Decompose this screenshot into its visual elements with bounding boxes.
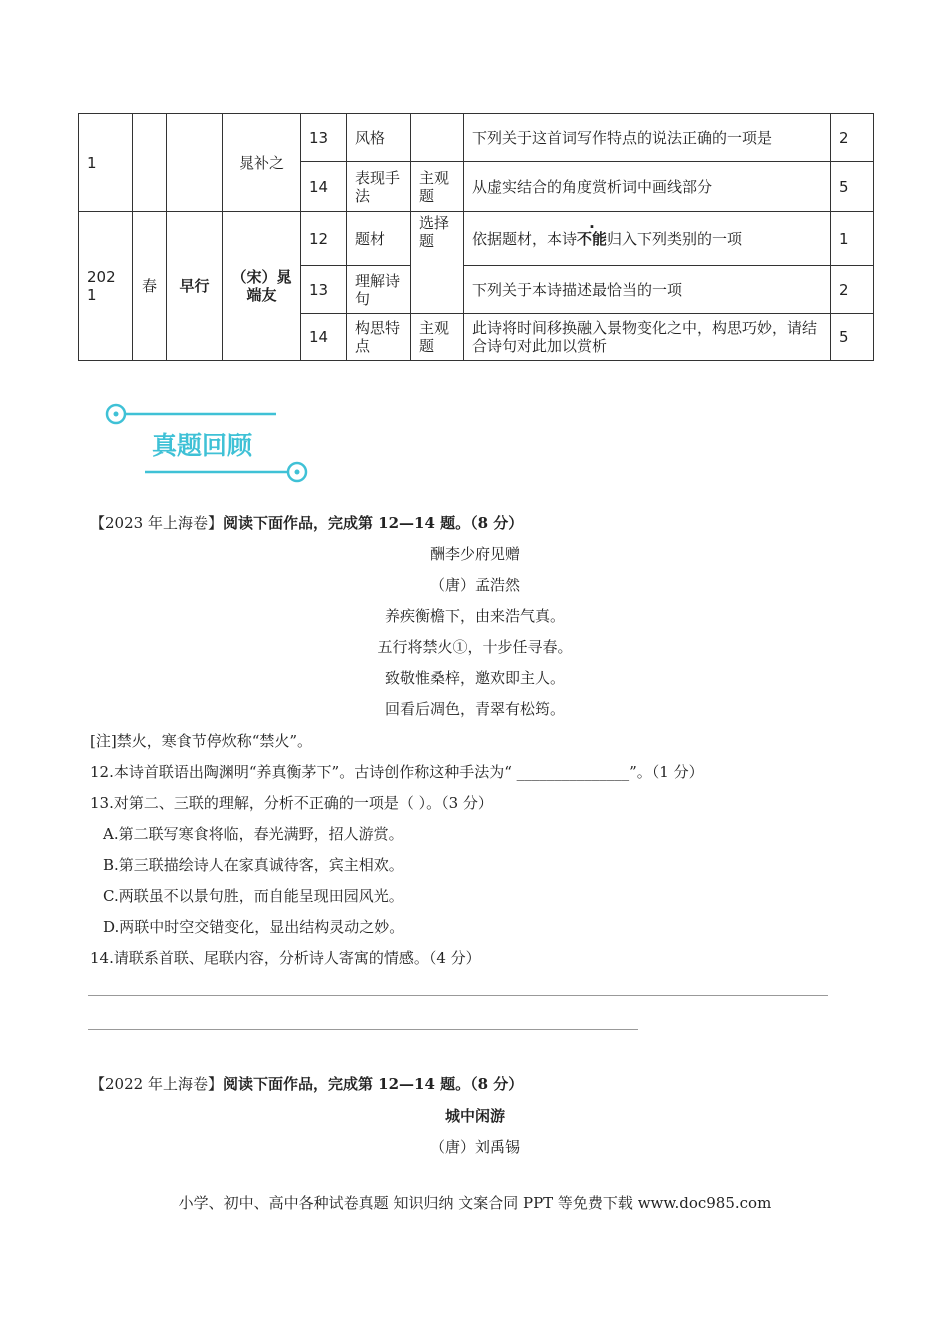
question-14: 14.请联系首联、尾联内容，分析诗人寄寓的情感。（4 分）	[90, 949, 481, 967]
season-cell: 春	[133, 212, 167, 361]
header-instruction: 阅读下面作品，完成第 12—14 题。（8 分）	[222, 514, 524, 532]
option-b: B.第三联描绘诗人在家真诚待客，宾主相欢。	[103, 856, 404, 874]
poem-line: 致敬惟桑梓，邀欢即主人。	[384, 669, 565, 687]
title-cell: 早行	[167, 212, 223, 361]
score-cell: 2	[831, 114, 874, 162]
aspect-cell: 题材	[347, 212, 411, 266]
type-cell: 主观题	[411, 314, 464, 361]
year-cell: 2021	[79, 212, 133, 361]
year-cell: 1	[79, 114, 133, 212]
answer-line	[88, 1029, 638, 1030]
aspect-cell: 理解诗句	[347, 266, 411, 314]
title-cell	[167, 114, 223, 212]
poem-author: （唐）刘禹锡	[429, 1138, 520, 1156]
header-instruction: 阅读下面作品，完成第 12—14 题。（8 分）	[222, 1075, 524, 1093]
emphasis-text: 不能	[577, 229, 608, 248]
header-source: 【2022 年上海卷】	[90, 1075, 223, 1093]
question-number: 14	[301, 314, 347, 361]
page-footer: 小学、初中、高中各种试卷真题 知识归纳 文案合同 PPT 等免费下载 www.doc985.com	[178, 1194, 772, 1212]
table-row	[79, 114, 874, 162]
section-logo	[100, 398, 320, 488]
author-cell: （宋）晁端友	[223, 212, 301, 361]
question-number: 14	[301, 162, 347, 212]
description-text: 依据题材，本诗	[472, 229, 578, 248]
poem-line: 五行将禁火①，十步任寻春。	[377, 638, 573, 656]
poem-note: [注]禁火，寒食节停炊称“禁火”。	[90, 732, 313, 750]
poem-title: 酬李少府见赠	[429, 545, 520, 563]
answer-line	[88, 995, 828, 996]
question-number: 13	[301, 266, 347, 314]
header-source: 【2023 年上海卷】	[90, 514, 223, 532]
score-cell: 5	[831, 314, 874, 361]
question-number: 13	[301, 114, 347, 162]
type-cell: 选择题	[411, 212, 464, 314]
description-text: 归入下列类别的一项	[607, 229, 743, 248]
description-cell: 此诗将时间移换融入景物变化之中，构思巧妙，请结合诗句对此加以赏析	[464, 314, 831, 361]
table-row	[79, 212, 874, 266]
author-cell: 晁补之	[223, 114, 301, 212]
option-a: A.第二联写寒食将临，春光满野，招人游赏。	[103, 825, 404, 843]
section-title: 真题回顾	[152, 431, 253, 460]
description-cell: 下列关于这首词写作特点的说法正确的一项是	[464, 114, 831, 162]
question-13: 13.对第二、三联的理解，分析不正确的一项是（ ）。（3 分）	[90, 794, 493, 812]
exam-analysis-table	[78, 113, 874, 361]
score-cell: 1	[831, 212, 874, 266]
season-cell	[133, 114, 167, 212]
score-cell: 2	[831, 266, 874, 314]
score-cell: 5	[831, 162, 874, 212]
poem-line: 养疾衡檐下，由来浩气真。	[384, 607, 565, 625]
option-d: D.两联中时空交错变化，显出结构灵动之妙。	[103, 918, 405, 936]
aspect-cell: 风格	[347, 114, 411, 162]
description-cell: 从虚实结合的角度赏析词中画线部分	[464, 162, 831, 212]
question-12: 12.本诗首联语出陶渊明“养真衡茅下”。古诗创作称这种手法为“ _______________”。（1 分）	[90, 763, 704, 781]
question-header-2023	[90, 513, 523, 533]
description-cell: 下列关于本诗描述最恰当的一项	[464, 266, 831, 314]
type-cell	[411, 114, 464, 162]
option-c: C.两联虽不以景句胜，而自能呈现田园风光。	[103, 887, 404, 905]
poem-title: 城中闲游	[444, 1107, 505, 1125]
aspect-cell: 构思特点	[347, 314, 411, 361]
poem-line: 回看后凋色，青翠有松筠。	[384, 700, 565, 718]
description-cell	[464, 212, 831, 266]
question-header-2022	[90, 1074, 523, 1094]
type-cell: 主观题	[411, 162, 464, 212]
poem-author: （唐）孟浩然	[429, 576, 520, 594]
aspect-cell: 表现手法	[347, 162, 411, 212]
question-number: 12	[301, 212, 347, 266]
